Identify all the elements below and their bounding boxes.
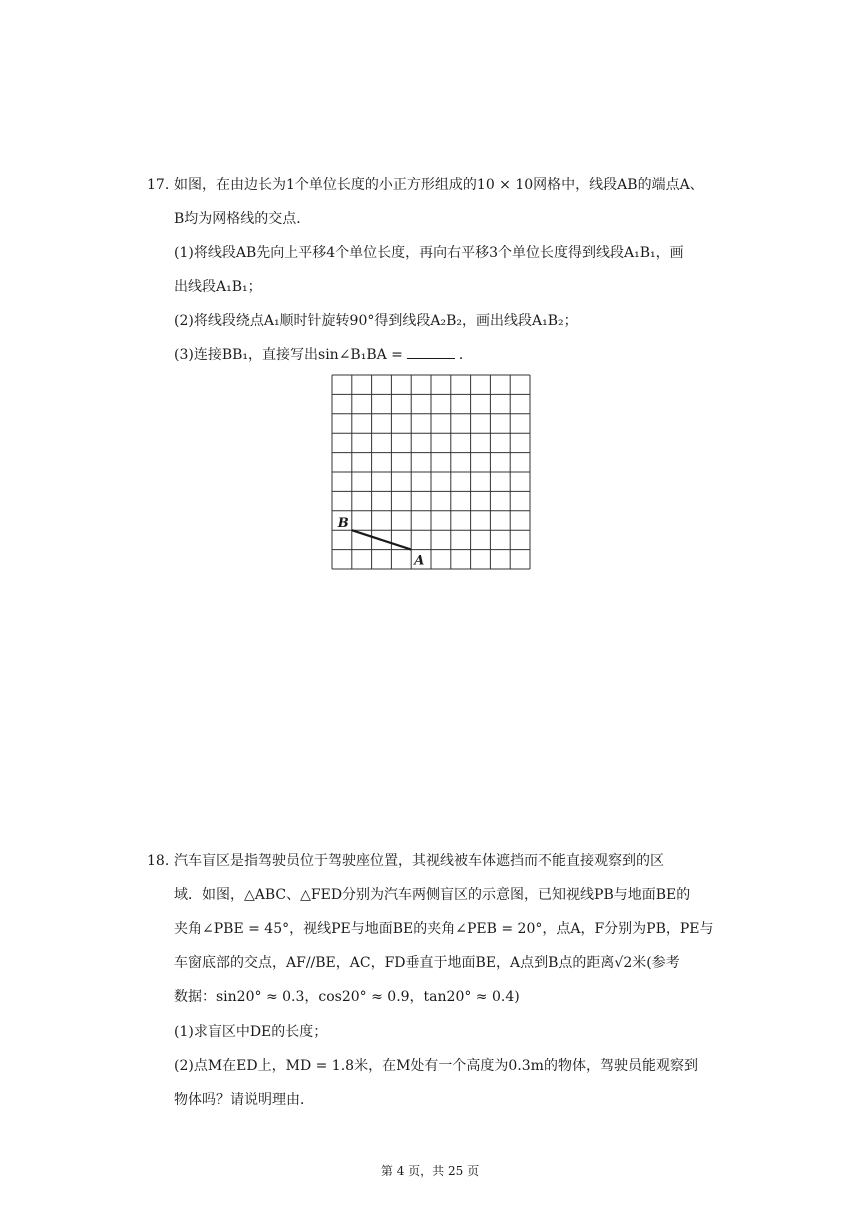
- question-18-line-5: 数据：sin20° ≈ 0.3，cos20° ≈ 0.9，tan20° ≈ 0.4): [174, 989, 520, 1005]
- question-18-line-1: 汽车盲区是指驾驶员位于驾驶座位置，其视线被车体遮挡而不能直接观察到的区: [174, 853, 664, 869]
- grid-lines: [332, 375, 530, 569]
- question-18-line-7: (2)点M在ED上，MD = 1.8米，在M处有一个高度为0.3m的物体，驾驶员能观察到: [174, 1058, 698, 1074]
- grid-svg: [330, 374, 532, 572]
- segment-ab: [352, 530, 411, 549]
- question-17-number: 17.: [147, 177, 170, 193]
- question-17-line-6-prefix: (3)连接BB₁，直接写出sin∠B₁BA =: [174, 347, 403, 363]
- question-18-line-3: 夹角∠PBE = 45°，视线PE与地面BE的夹角∠PEB = 20°，点A，F分别为PB，PE与: [174, 921, 714, 937]
- question-17-line-6: [174, 344, 473, 365]
- question-17-line-4: 出线段A₁B₁；: [174, 279, 262, 295]
- point-a-label: A: [414, 553, 425, 569]
- page-footer: 第 4 页，共 25 页: [380, 1164, 480, 1178]
- question-17-line-6-suffix: ．: [458, 347, 473, 363]
- answer-blank[interactable]: [407, 344, 455, 359]
- point-b-label: B: [337, 516, 349, 532]
- question-18-line-6: (1)求盲区中DE的长度；: [174, 1024, 328, 1040]
- question-17-line-5: (2)将线段绕点A₁顺时针旋转90°得到线段A₂B₂，画出线段A₁B₂；: [174, 313, 578, 329]
- question-18-line-4: 车窗底部的交点，AF//BE，AC，FD垂直于地面BE，A点到B点的距离√2米(参考: [174, 955, 680, 971]
- question-17-line-3: (1)将线段AB先向上平移4个单位长度，再向右平移3个单位长度得到线段A₁B₁，画: [174, 245, 684, 261]
- question-17-line-2: B均为网格线的交点．: [174, 211, 311, 227]
- grid-figure: [330, 374, 532, 572]
- question-18-line-8: 物体吗？请说明理由．: [174, 1092, 314, 1108]
- question-17-line-1: 如图，在由边长为1个单位长度的小正方形组成的10 × 10网格中，线段AB的端点A、: [174, 177, 704, 193]
- question-18-line-2: 域．如图，△ABC、△FED分别为汽车两侧盲区的示意图，已知视线PB与地面BE的: [174, 887, 691, 903]
- question-18-number: 18.: [147, 853, 170, 869]
